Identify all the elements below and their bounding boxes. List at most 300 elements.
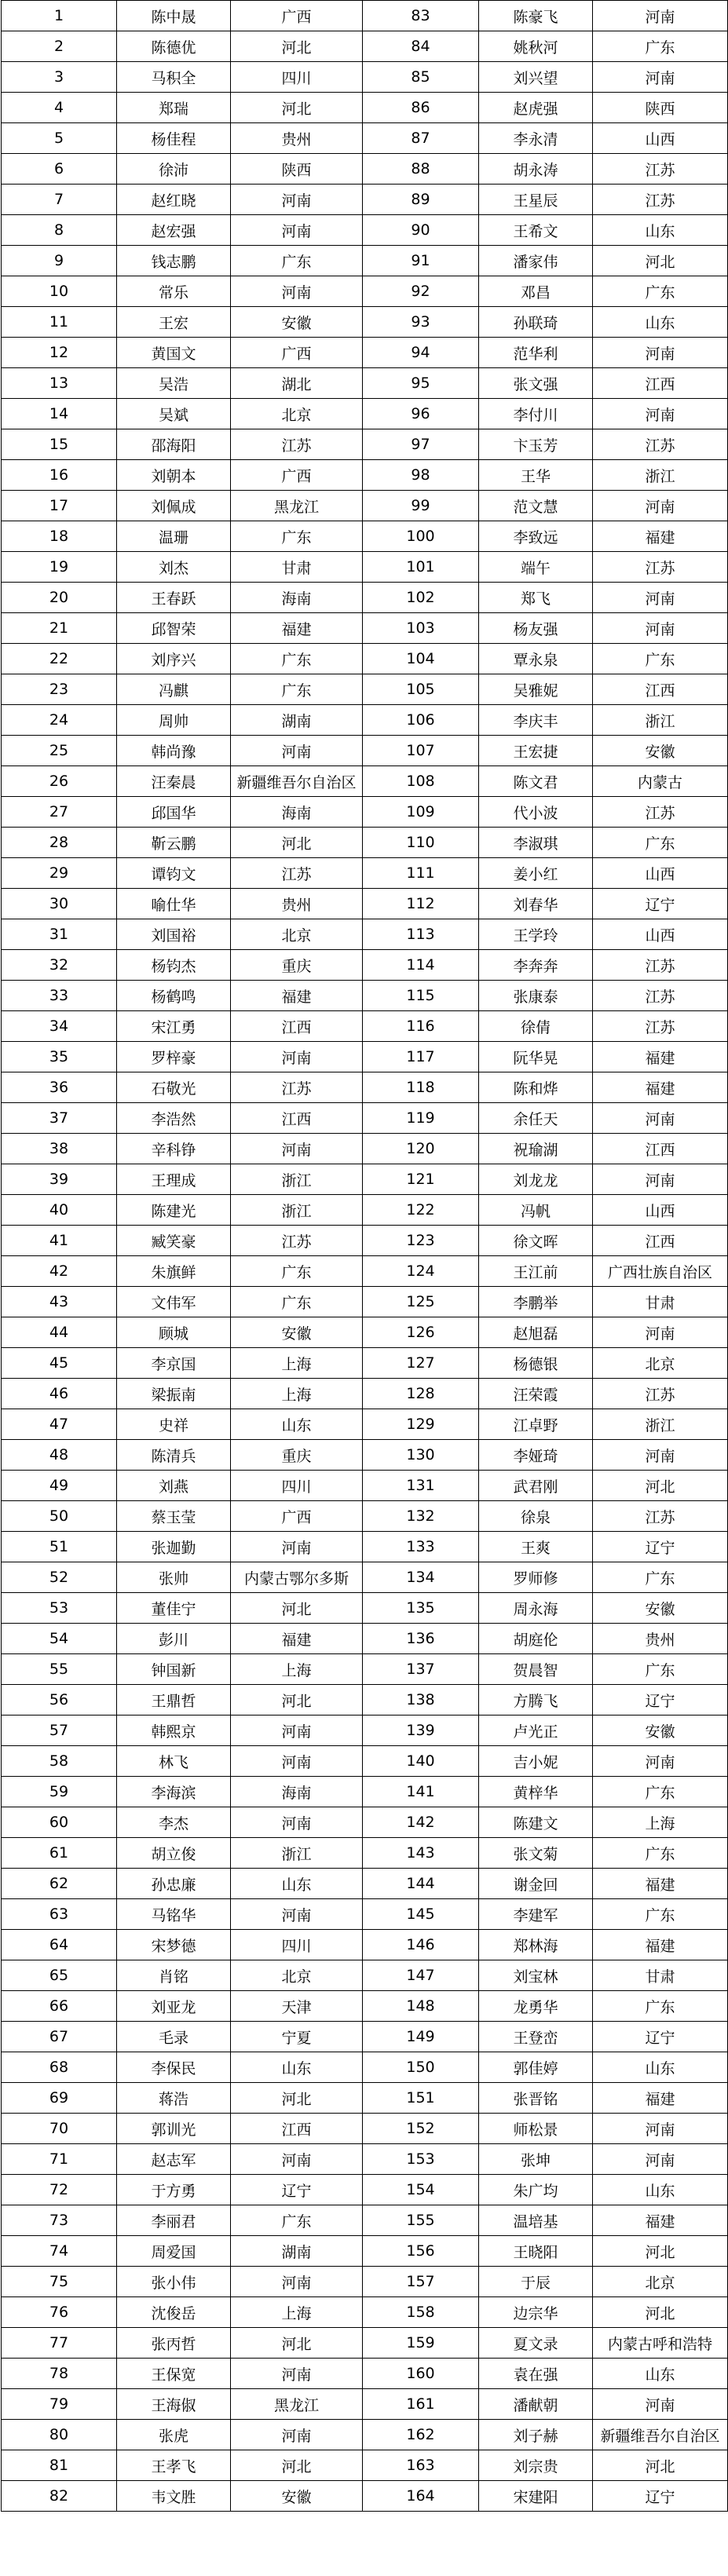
table-row [2, 1899, 728, 1930]
entry-name: 刘国裕 [117, 919, 231, 950]
entry-number: 2 [2, 31, 117, 62]
table-row [2, 1501, 728, 1532]
entry-number: 112 [363, 889, 479, 919]
entry-province: 江西 [593, 368, 728, 399]
entry-province: 广东 [593, 1562, 728, 1593]
entry-number: 28 [2, 828, 117, 858]
entry-number: 14 [2, 399, 117, 429]
entry-number: 42 [2, 1256, 117, 1287]
entry-province: 河南 [593, 1103, 728, 1134]
entry-number: 85 [363, 62, 479, 93]
entry-province: 广东 [231, 521, 363, 552]
entry-province: 广西 [231, 1, 363, 31]
entry-province: 河北 [231, 1685, 363, 1716]
entry-province: 海南 [231, 1777, 363, 1807]
entry-province: 江西 [231, 2114, 363, 2144]
entry-number: 97 [363, 429, 479, 460]
entry-number: 124 [363, 1256, 479, 1287]
entry-name: 毛录 [117, 2022, 231, 2052]
entry-province: 广东 [593, 31, 728, 62]
entry-name: 李海滨 [117, 1777, 231, 1807]
entry-province: 福建 [593, 2083, 728, 2114]
entry-name: 杨友强 [479, 613, 593, 644]
entry-province: 福建 [231, 1624, 363, 1654]
entry-name: 师松景 [479, 2114, 593, 2144]
entry-province: 福建 [593, 1072, 728, 1103]
entry-province: 福建 [231, 981, 363, 1011]
entry-name: 刘春华 [479, 889, 593, 919]
entry-name: 刘燕 [117, 1471, 231, 1501]
entry-province: 河南 [593, 583, 728, 613]
entry-number: 73 [2, 2205, 117, 2236]
entry-number: 150 [363, 2052, 479, 2083]
entry-province: 浙江 [231, 1838, 363, 1869]
table-row [2, 583, 728, 613]
entry-name: 谢金回 [479, 1869, 593, 1899]
entry-number: 93 [363, 307, 479, 338]
entry-name: 赵虎强 [479, 93, 593, 123]
entry-number: 34 [2, 1011, 117, 1042]
entry-province: 天津 [231, 1991, 363, 2022]
table-row [2, 93, 728, 123]
entry-number: 137 [363, 1654, 479, 1685]
entry-name: 边宗华 [479, 2297, 593, 2328]
entry-name: 谭钧文 [117, 858, 231, 889]
entry-province: 浙江 [593, 705, 728, 736]
entry-province: 广东 [593, 276, 728, 307]
entry-province: 河北 [593, 2450, 728, 2481]
entry-province: 重庆 [231, 1440, 363, 1471]
entry-province: 山东 [231, 2052, 363, 2083]
entry-province: 河北 [593, 1471, 728, 1501]
entry-name: 王理成 [117, 1164, 231, 1195]
entry-province: 上海 [231, 1348, 363, 1379]
entry-number: 10 [2, 276, 117, 307]
entry-number: 99 [363, 491, 479, 521]
entry-name: 王登峦 [479, 2022, 593, 2052]
entry-number: 130 [363, 1440, 479, 1471]
entry-name: 邱国华 [117, 797, 231, 828]
entry-province: 广西 [231, 1501, 363, 1532]
entry-name: 刘朝本 [117, 460, 231, 491]
entry-province: 江苏 [593, 981, 728, 1011]
entry-province: 河南 [593, 2389, 728, 2420]
entry-province: 江苏 [593, 1379, 728, 1409]
table-row [2, 919, 728, 950]
table-row [2, 950, 728, 981]
entry-number: 119 [363, 1103, 479, 1134]
entry-name: 李丽君 [117, 2205, 231, 2236]
entry-province: 广东 [593, 828, 728, 858]
entry-name: 蔡玉莹 [117, 1501, 231, 1532]
entry-name: 刘杰 [117, 552, 231, 583]
table-row [2, 766, 728, 797]
entry-province: 江西 [593, 1134, 728, 1164]
table-row [2, 1716, 728, 1746]
entry-province: 安徽 [231, 1317, 363, 1348]
entry-number: 64 [2, 1930, 117, 1960]
entry-province: 河南 [231, 2420, 363, 2450]
entry-province: 广东 [593, 644, 728, 674]
entry-province: 江西 [593, 674, 728, 705]
entry-number: 38 [2, 1134, 117, 1164]
table-row [2, 1287, 728, 1317]
entry-number: 23 [2, 674, 117, 705]
entry-name: 彭川 [117, 1624, 231, 1654]
entry-number: 102 [363, 583, 479, 613]
table-row [2, 736, 728, 766]
entry-number: 103 [363, 613, 479, 644]
entry-name: 李付川 [479, 399, 593, 429]
entry-province: 内蒙古呼和浩特 [593, 2328, 728, 2359]
entry-province: 上海 [231, 2297, 363, 2328]
entry-province: 山东 [593, 307, 728, 338]
entry-name: 李建军 [479, 1899, 593, 1930]
table-row [2, 644, 728, 674]
entry-number: 61 [2, 1838, 117, 1869]
entry-province: 广东 [593, 1654, 728, 1685]
entry-province: 山东 [231, 1869, 363, 1899]
entry-province: 河南 [231, 736, 363, 766]
entry-province: 安徽 [593, 1593, 728, 1624]
entry-name: 冯帆 [479, 1195, 593, 1226]
table-row [2, 1562, 728, 1593]
entry-name: 辛科铮 [117, 1134, 231, 1164]
entry-number: 94 [363, 338, 479, 368]
entry-number: 59 [2, 1777, 117, 1807]
entry-number: 75 [2, 2267, 117, 2297]
entry-name: 范华利 [479, 338, 593, 368]
entry-number: 147 [363, 1960, 479, 1991]
entry-name: 常乐 [117, 276, 231, 307]
entry-name: 李致远 [479, 521, 593, 552]
entry-province: 河北 [231, 2450, 363, 2481]
entry-province: 江西 [231, 1103, 363, 1134]
table-row [2, 2083, 728, 2114]
entry-province: 河南 [231, 215, 363, 246]
entry-number: 20 [2, 583, 117, 613]
entry-number: 56 [2, 1685, 117, 1716]
table-row [2, 2022, 728, 2052]
entry-province: 安徽 [231, 307, 363, 338]
entry-number: 66 [2, 1991, 117, 2022]
entry-name: 方腾飞 [479, 1685, 593, 1716]
entry-province: 河南 [593, 1746, 728, 1777]
table-row [2, 2052, 728, 2083]
entry-number: 98 [363, 460, 479, 491]
table-row [2, 1654, 728, 1685]
entry-number: 133 [363, 1532, 479, 1562]
entry-number: 26 [2, 766, 117, 797]
entry-number: 134 [363, 1562, 479, 1593]
table-row [2, 1777, 728, 1807]
entry-name: 张康泰 [479, 981, 593, 1011]
entry-province: 新疆维吾尔自治区 [593, 2420, 728, 2450]
entry-province: 福建 [593, 1042, 728, 1072]
entry-number: 87 [363, 123, 479, 154]
entry-number: 145 [363, 1899, 479, 1930]
entry-number: 65 [2, 1960, 117, 1991]
entry-province: 河北 [231, 1593, 363, 1624]
entry-name: 徐文晖 [479, 1226, 593, 1256]
entry-number: 117 [363, 1042, 479, 1072]
entry-province: 广东 [231, 644, 363, 674]
entry-name: 张迦勤 [117, 1532, 231, 1562]
entry-number: 107 [363, 736, 479, 766]
entry-province: 江苏 [231, 1226, 363, 1256]
entry-province: 湖南 [231, 705, 363, 736]
entry-number: 122 [363, 1195, 479, 1226]
entry-number: 37 [2, 1103, 117, 1134]
entry-number: 43 [2, 1287, 117, 1317]
entry-name: 夏文录 [479, 2328, 593, 2359]
entry-name: 潘献朝 [479, 2389, 593, 2420]
entry-name: 朱广均 [479, 2175, 593, 2205]
table-row [2, 1134, 728, 1164]
entry-number: 158 [363, 2297, 479, 2328]
entry-name: 李浩然 [117, 1103, 231, 1134]
entry-number: 68 [2, 2052, 117, 2083]
entry-province: 山西 [593, 919, 728, 950]
table-row [2, 2175, 728, 2205]
entry-number: 12 [2, 338, 117, 368]
entry-province: 江苏 [231, 1072, 363, 1103]
roster-table [1, 0, 728, 2512]
entry-name: 陈建文 [479, 1807, 593, 1838]
table-row [2, 1072, 728, 1103]
entry-province: 山西 [593, 858, 728, 889]
entry-name: 梁振南 [117, 1379, 231, 1409]
entry-province: 甘肃 [593, 1960, 728, 1991]
table-row [2, 276, 728, 307]
table-row [2, 1103, 728, 1134]
entry-province: 甘肃 [231, 552, 363, 583]
entry-province: 江苏 [231, 429, 363, 460]
entry-number: 116 [363, 1011, 479, 1042]
entry-number: 58 [2, 1746, 117, 1777]
table-row [2, 552, 728, 583]
entry-number: 74 [2, 2236, 117, 2267]
entry-name: 李保民 [117, 2052, 231, 2083]
entry-name: 陈文君 [479, 766, 593, 797]
entry-number: 32 [2, 950, 117, 981]
entry-name: 潘家伟 [479, 246, 593, 276]
entry-province: 内蒙古 [593, 766, 728, 797]
entry-number: 83 [363, 1, 479, 31]
entry-name: 钱志鹏 [117, 246, 231, 276]
entry-name: 靳云鹏 [117, 828, 231, 858]
entry-number: 159 [363, 2328, 479, 2359]
entry-province: 北京 [231, 919, 363, 950]
entry-province: 广东 [231, 2205, 363, 2236]
table-row [2, 1685, 728, 1716]
entry-number: 45 [2, 1348, 117, 1379]
entry-name: 赵红晓 [117, 185, 231, 215]
entry-name: 刘佩成 [117, 491, 231, 521]
entry-number: 160 [363, 2359, 479, 2389]
entry-province: 河南 [231, 2359, 363, 2389]
entry-number: 60 [2, 1807, 117, 1838]
entry-province: 江苏 [593, 950, 728, 981]
entry-province: 辽宁 [231, 2175, 363, 2205]
table-row [2, 2297, 728, 2328]
entry-name: 杨德银 [479, 1348, 593, 1379]
entry-name: 郑林海 [479, 1930, 593, 1960]
entry-name: 韩熙京 [117, 1716, 231, 1746]
entry-number: 100 [363, 521, 479, 552]
entry-name: 王孝飞 [117, 2450, 231, 2481]
entry-number: 46 [2, 1379, 117, 1409]
entry-number: 55 [2, 1654, 117, 1685]
table-row [2, 123, 728, 154]
entry-province: 山东 [593, 215, 728, 246]
entry-province: 海南 [231, 797, 363, 828]
entry-number: 48 [2, 1440, 117, 1471]
entry-number: 41 [2, 1226, 117, 1256]
entry-province: 山西 [593, 123, 728, 154]
table-row [2, 1164, 728, 1195]
entry-name: 于辰 [479, 2267, 593, 2297]
entry-number: 138 [363, 1685, 479, 1716]
entry-name: 杨钧杰 [117, 950, 231, 981]
entry-number: 86 [363, 93, 479, 123]
entry-number: 136 [363, 1624, 479, 1654]
entry-province: 浙江 [593, 1409, 728, 1440]
entry-province: 新疆维吾尔自治区 [231, 766, 363, 797]
entry-name: 宋建阳 [479, 2481, 593, 2512]
entry-name: 周爱国 [117, 2236, 231, 2267]
entry-name: 王星辰 [479, 185, 593, 215]
entry-province: 河南 [231, 1134, 363, 1164]
entry-number: 19 [2, 552, 117, 583]
entry-number: 129 [363, 1409, 479, 1440]
entry-province: 内蒙古鄂尔多斯 [231, 1562, 363, 1593]
table-row [2, 2420, 728, 2450]
entry-province: 河北 [593, 2236, 728, 2267]
entry-number: 148 [363, 1991, 479, 2022]
table-row [2, 2328, 728, 2359]
entry-name: 李永清 [479, 123, 593, 154]
entry-number: 30 [2, 889, 117, 919]
entry-province: 辽宁 [593, 2481, 728, 2512]
entry-name: 孙联琦 [479, 307, 593, 338]
entry-number: 113 [363, 919, 479, 950]
entry-name: 沈俊岳 [117, 2297, 231, 2328]
entry-number: 91 [363, 246, 479, 276]
entry-number: 39 [2, 1164, 117, 1195]
entry-number: 5 [2, 123, 117, 154]
table-row [2, 1930, 728, 1960]
entry-name: 董佳宁 [117, 1593, 231, 1624]
entry-number: 114 [363, 950, 479, 981]
entry-name: 刘子赫 [479, 2420, 593, 2450]
entry-province: 江苏 [593, 797, 728, 828]
entry-province: 贵州 [231, 123, 363, 154]
entry-number: 163 [363, 2450, 479, 2481]
entry-province: 北京 [593, 1348, 728, 1379]
entry-name: 朱旗鲜 [117, 1256, 231, 1287]
entry-province: 河南 [231, 1807, 363, 1838]
entry-name: 李庆丰 [479, 705, 593, 736]
table-row [2, 858, 728, 889]
entry-name: 吴浩 [117, 368, 231, 399]
entry-province: 河南 [593, 1164, 728, 1195]
entry-name: 胡永涛 [479, 154, 593, 185]
table-row [2, 1042, 728, 1072]
entry-number: 11 [2, 307, 117, 338]
entry-number: 54 [2, 1624, 117, 1654]
entry-name: 钟国新 [117, 1654, 231, 1685]
entry-province: 河南 [231, 1716, 363, 1746]
entry-number: 110 [363, 828, 479, 858]
entry-number: 6 [2, 154, 117, 185]
table-row [2, 2481, 728, 2512]
entry-province: 江苏 [593, 1501, 728, 1532]
entry-province: 河南 [593, 1440, 728, 1471]
entry-province: 江苏 [593, 154, 728, 185]
entry-province: 河南 [593, 1317, 728, 1348]
entry-number: 52 [2, 1562, 117, 1593]
table-row [2, 2389, 728, 2420]
table-row [2, 1317, 728, 1348]
entry-number: 141 [363, 1777, 479, 1807]
table-row [2, 613, 728, 644]
entry-province: 四川 [231, 1471, 363, 1501]
entry-number: 155 [363, 2205, 479, 2236]
entry-number: 89 [363, 185, 479, 215]
table-row [2, 1471, 728, 1501]
table-row [2, 981, 728, 1011]
entry-name: 刘龙龙 [479, 1164, 593, 1195]
entry-province: 山西 [593, 1195, 728, 1226]
table-row [2, 307, 728, 338]
entry-province: 江西 [593, 1226, 728, 1256]
entry-number: 3 [2, 62, 117, 93]
entry-name: 端午 [479, 552, 593, 583]
entry-province: 广西 [231, 460, 363, 491]
entry-name: 陈建光 [117, 1195, 231, 1226]
entry-province: 贵州 [231, 889, 363, 919]
table-row [2, 1011, 728, 1042]
entry-number: 29 [2, 858, 117, 889]
entry-number: 152 [363, 2114, 479, 2144]
entry-number: 154 [363, 2175, 479, 2205]
entry-province: 浙江 [231, 1195, 363, 1226]
table-row [2, 491, 728, 521]
entry-province: 北京 [593, 2267, 728, 2297]
entry-province: 黑龙江 [231, 491, 363, 521]
entry-number: 95 [363, 368, 479, 399]
entry-number: 70 [2, 2114, 117, 2144]
entry-number: 162 [363, 2420, 479, 2450]
entry-name: 张文菊 [479, 1838, 593, 1869]
entry-province: 河南 [231, 1042, 363, 1072]
entry-name: 吴斌 [117, 399, 231, 429]
entry-name: 张虎 [117, 2420, 231, 2450]
entry-number: 143 [363, 1838, 479, 1869]
entry-name: 代小波 [479, 797, 593, 828]
entry-name: 江卓野 [479, 1409, 593, 1440]
entry-number: 88 [363, 154, 479, 185]
entry-province: 山东 [593, 2175, 728, 2205]
entry-number: 79 [2, 2389, 117, 2420]
table-row [2, 1409, 728, 1440]
entry-number: 156 [363, 2236, 479, 2267]
entry-province: 安徽 [593, 1716, 728, 1746]
entry-number: 108 [363, 766, 479, 797]
entry-name: 汪荣霞 [479, 1379, 593, 1409]
entry-number: 135 [363, 1593, 479, 1624]
